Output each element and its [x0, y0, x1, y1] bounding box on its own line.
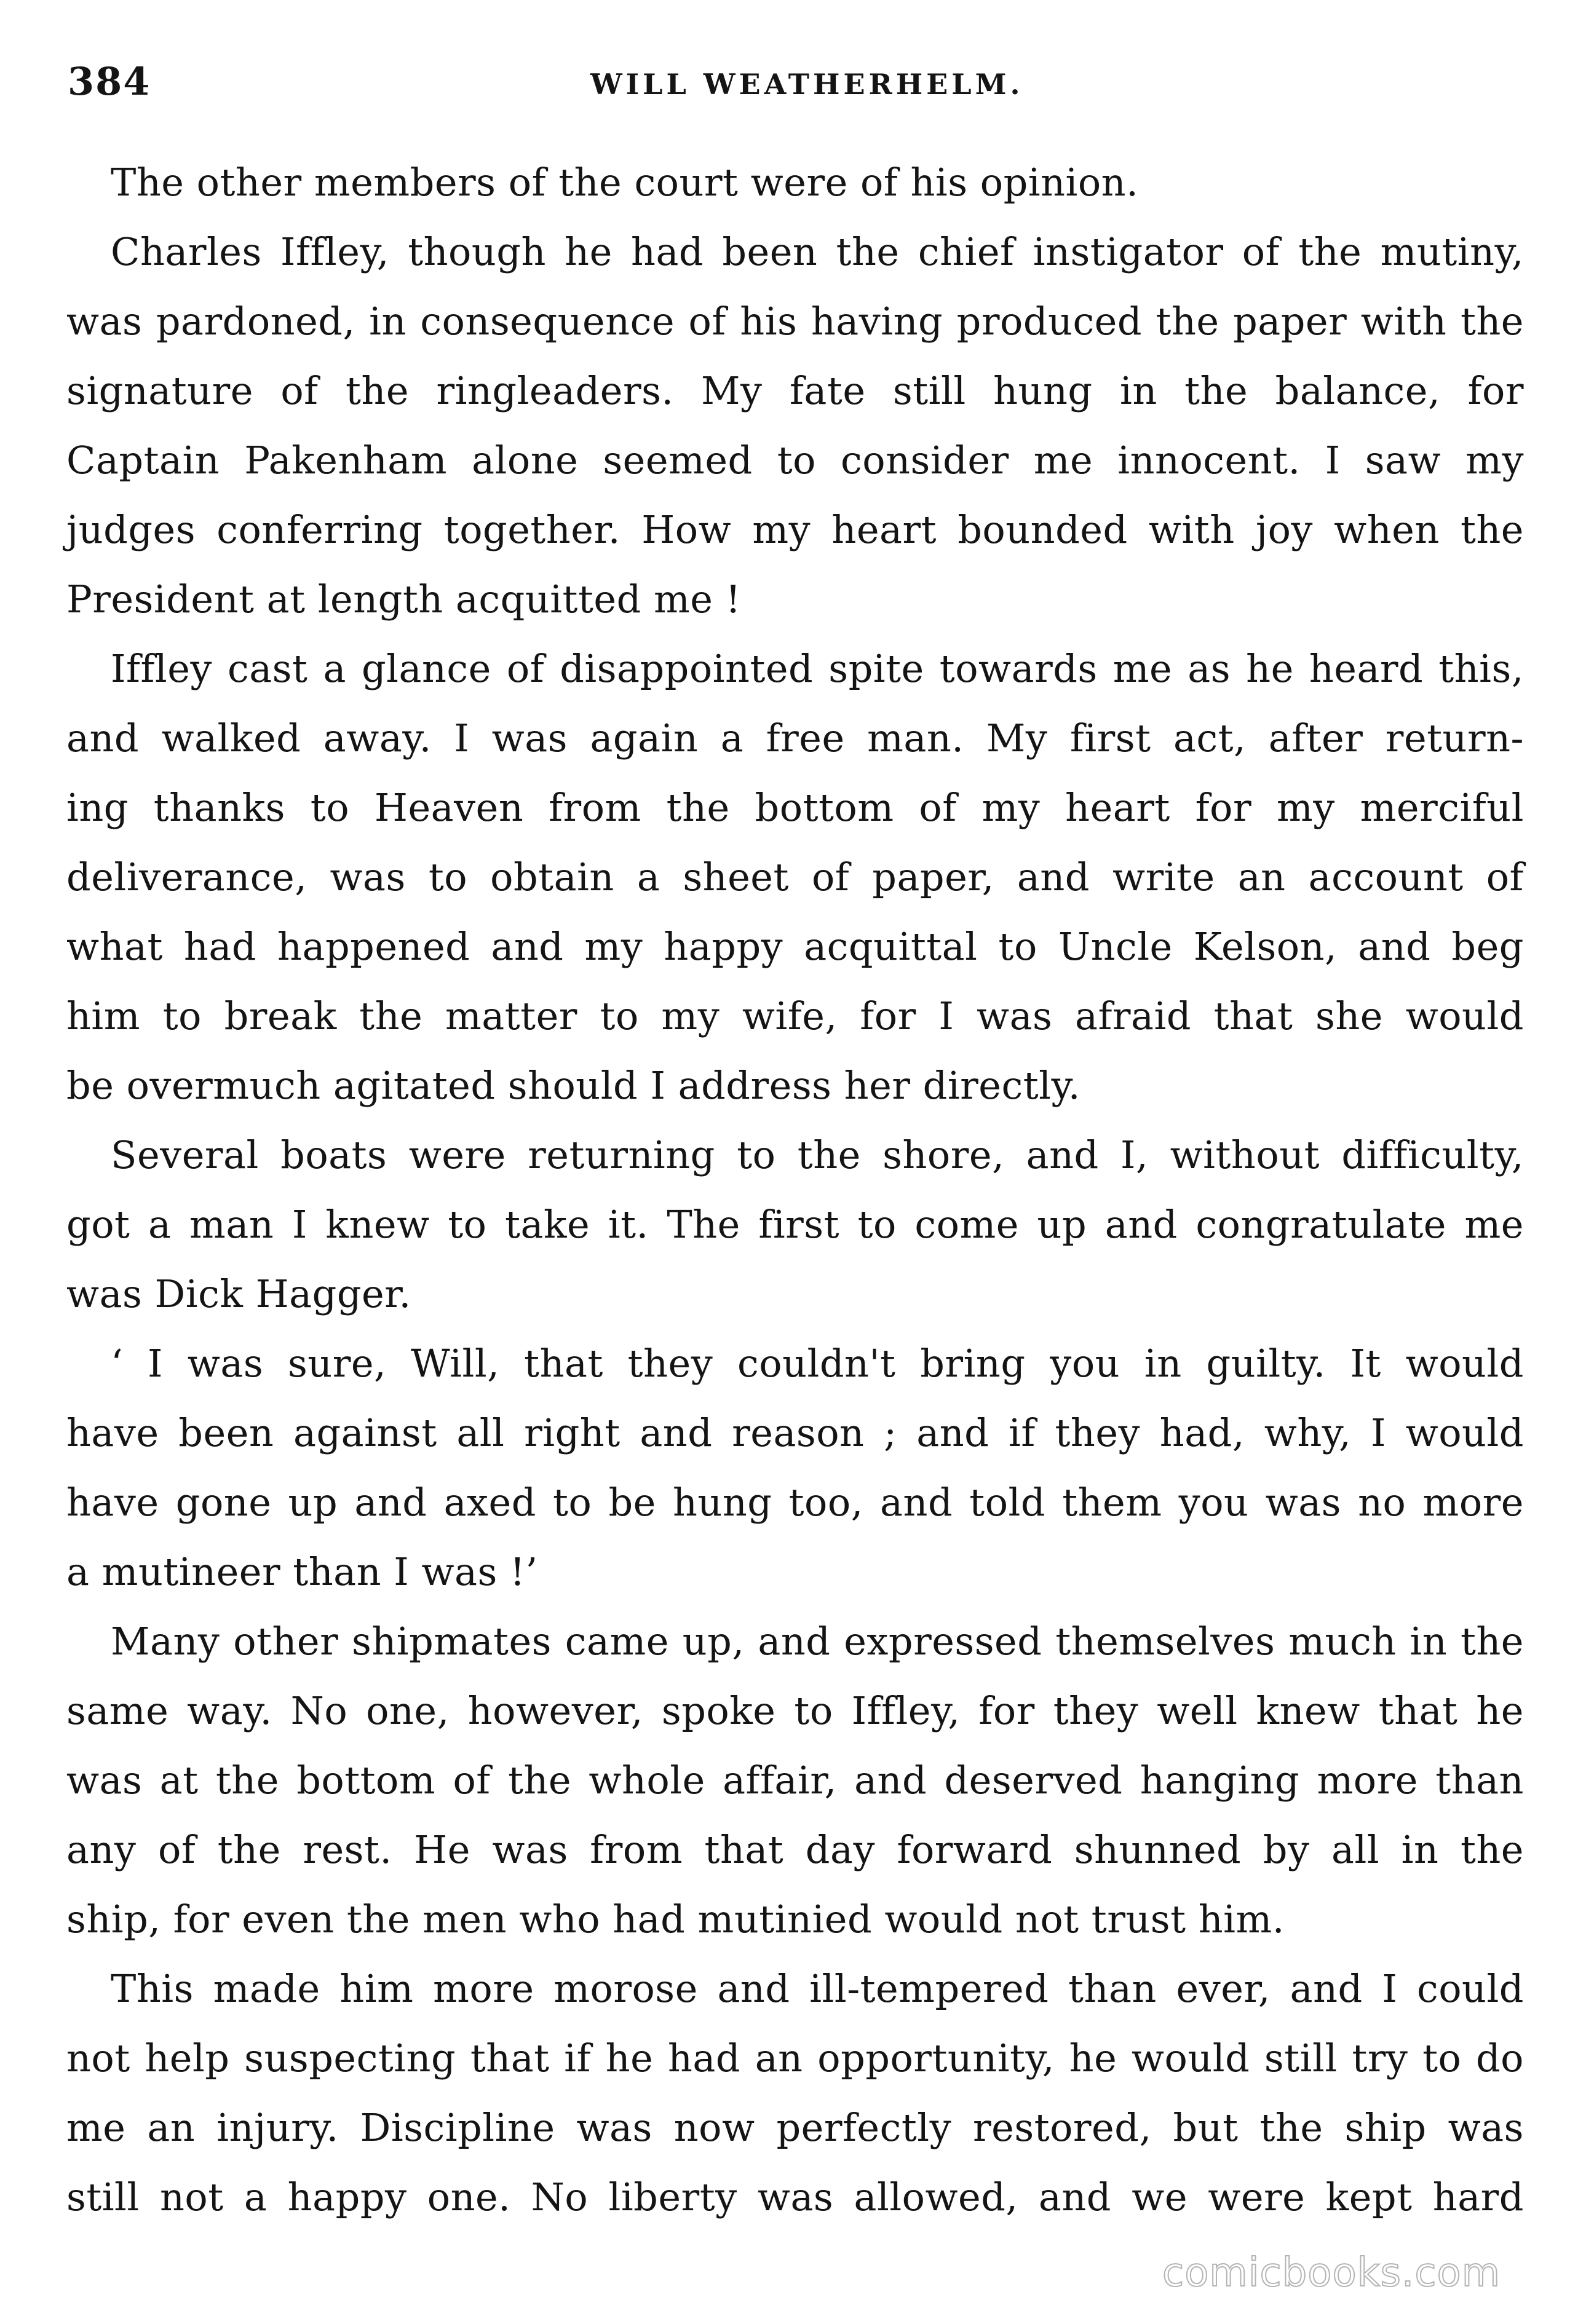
text-line: same way. No one, however, spoke to Iffley, for they well knew that he	[66, 1688, 1524, 1733]
text-line: not help suspecting that if he had an opportunity, he would still try to do	[66, 2036, 1524, 2081]
text-line: got a man I knew to take it. The first to come up and congratulate me	[66, 1202, 1524, 1247]
text-line: still not a happy one. No liberty was allowed, and we were kept hard	[66, 2175, 1524, 2219]
page-number: 384	[68, 59, 151, 104]
text-line: be overmuch agitated should I address her directly.	[66, 1063, 1081, 1108]
text-line: Several boats were returning to the shore, and I, without difficulty,	[111, 1132, 1524, 1177]
text-line: me an injury. Discipline was now perfectly restored, but the ship was	[66, 2105, 1524, 2150]
text-line: This made him more morose and ill-tempered than ever, and I could	[111, 1966, 1524, 2011]
text-line: Iffley cast a glance of disappointed spite towards me as he heard this,	[111, 646, 1524, 691]
text-line: and walked away. I was again a free man. My first act, after return-	[66, 716, 1524, 761]
text-line: Captain Pakenham alone seemed to consider me innocent. I saw my	[66, 438, 1524, 483]
text-line: ing thanks to Heaven from the bottom of my heart for my merciful	[66, 785, 1524, 830]
text-line: judges conferring together. How my heart bounded with joy when the	[66, 507, 1524, 552]
text-line: him to break the matter to my wife, for I was afraid that she would	[66, 994, 1524, 1038]
text-line: Many other shipmates came up, and expressed themselves much in the	[111, 1619, 1524, 1664]
running-head	[0, 59, 1594, 114]
text-line: was Dick Hagger.	[66, 1271, 411, 1316]
text-line: ‘ I was sure, Will, that they couldn't bring you in guilty. It would	[111, 1341, 1524, 1386]
text-line: have gone up and axed to be hung too, and told them you was no more	[66, 1480, 1524, 1525]
text-line: was at the bottom of the whole affair, and deserved hanging more than	[66, 1758, 1524, 1803]
text-line: ship, for even the men who had mutinied would not trust him.	[66, 1897, 1285, 1942]
text-line: President at length acquitted me !	[66, 577, 742, 622]
text-line: was pardoned, in consequence of his having produced the paper with the	[66, 299, 1524, 344]
text-line: Charles Iffley, though he had been the chief instigator of the mutiny,	[111, 229, 1524, 274]
text-line: deliverance, was to obtain a sheet of paper, and write an account of	[66, 855, 1524, 899]
running-title: WILL WEATHERHELM.	[590, 68, 1024, 101]
text-line: a mutineer than I was !’	[66, 1549, 538, 1594]
text-line: have been against all right and reason ; and if they had, why, I would	[66, 1410, 1524, 1455]
body-text	[66, 148, 1524, 2232]
text-line: The other members of the court were of his opinion.	[111, 160, 1139, 205]
text-line: what had happened and my happy acquittal to Uncle Kelson, and beg	[66, 924, 1524, 969]
watermark: comicbooks.com	[1162, 2250, 1501, 2296]
text-line: any of the rest. He was from that day forward shunned by all in the	[66, 1827, 1524, 1872]
text-line: signature of the ringleaders. My fate still hung in the balance, for	[66, 368, 1524, 413]
